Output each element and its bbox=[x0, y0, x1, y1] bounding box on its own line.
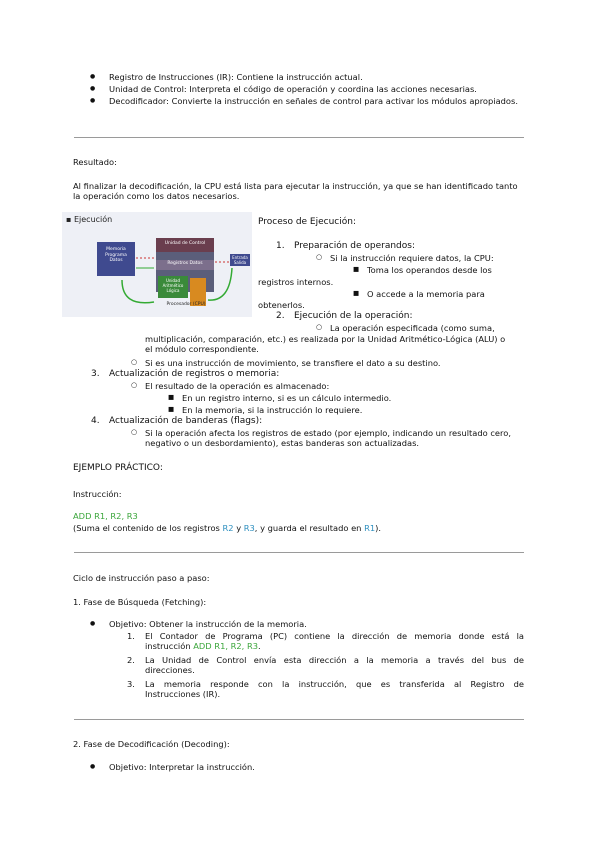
step2-sub2: ○ Si es una instrucción de movimiento, se transfiere el dato a su destino. bbox=[145, 358, 441, 368]
step3-sub: ○ El resultado de la operación es almacenado: bbox=[145, 381, 329, 391]
step1-sub: ○ Si la instrucción requiere datos, la CPU: bbox=[330, 253, 494, 263]
resultado-heading: Resultado: bbox=[73, 157, 117, 167]
step1-item2-cont: obtenerlos. bbox=[258, 300, 305, 310]
step3-title: Actualización de registros o memoria: bbox=[109, 369, 280, 379]
step3-item1: ■ En un registro interno, si es un cálculo intermedio. bbox=[182, 393, 391, 403]
diagram-procesador: Procesador (CPU) bbox=[166, 302, 206, 307]
instruccion-code: ADD R1, R2, R3 bbox=[73, 511, 138, 521]
step3-item2: ■ En la memoria, si la instrucción lo requiere. bbox=[182, 405, 362, 415]
step4-sub: ○ Si la operación afecta los registros de estado (por ejemplo, indicando un resultado cero, negativo o un desbordamiento), estas banderas son actualizadas. bbox=[145, 428, 523, 449]
fase2-objetivo: ● Objetivo: Interpretar la instrucción. bbox=[109, 762, 255, 772]
fase1-step: La memoria responde con la instrucción, que es transferida al Registro de Instrucciones (IR). bbox=[145, 679, 524, 700]
fase1-step-number: 2. bbox=[127, 655, 135, 665]
ciclo-heading: Ciclo de instrucción paso a paso: bbox=[73, 573, 210, 583]
fase1-heading: 1. Fase de Búsqueda (Fetching): bbox=[73, 597, 207, 607]
ejemplo-heading: EJEMPLO PRÁCTICO: bbox=[73, 463, 163, 473]
register-r3: R3 bbox=[243, 523, 255, 533]
diagram-memoria: Memoria Programa Datos bbox=[105, 247, 127, 264]
proceso-heading: Proceso de Ejecución: bbox=[258, 217, 356, 227]
fase1-step: La Unidad de Control envía esta dirección a la memoria a través del bus de direcciones. bbox=[145, 655, 524, 676]
step3-number: 3. bbox=[91, 369, 100, 379]
divider bbox=[74, 719, 524, 720]
list-item: ● Decodificador: Convierte la instrucción en señales de control para activar los módulos apropiados. bbox=[109, 96, 523, 106]
diagram-unidad-control: Unidad de Control bbox=[164, 241, 206, 246]
diagram-entrada-salida: Entrada Salida bbox=[232, 255, 248, 265]
diagram-title: ▪ Ejecución bbox=[66, 215, 113, 224]
cpu-diagram bbox=[62, 212, 252, 317]
register-r2: R2 bbox=[222, 523, 234, 533]
step2-number: 2. bbox=[276, 311, 285, 321]
register-r1: R1 bbox=[364, 523, 376, 533]
step1-item1-cont: registros internos. bbox=[258, 277, 334, 287]
diagram-registros: Registros Datos bbox=[167, 261, 203, 266]
fase1-objetivo: ● Objetivo: Obtener la instrucción de la memoria. bbox=[109, 619, 307, 629]
step1-item2: ■ O accede a la memoria para bbox=[367, 289, 485, 299]
list-item: ● Registro de Instrucciones (IR): Contiene la instrucción actual. bbox=[109, 72, 363, 82]
step2-title: Ejecución de la operación: bbox=[294, 311, 413, 321]
fase2-heading: 2. Fase de Decodificación (Decoding): bbox=[73, 739, 230, 749]
diagram-alu: Unidad Aritmético Lógica bbox=[162, 278, 184, 293]
resultado-text: Al finalizar la decodificación, la CPU está lista para ejecutar la instrucción, ya que se han identificado tanto la operación como los datos necesarios. bbox=[73, 181, 518, 202]
step4-number: 4. bbox=[91, 416, 100, 426]
instruccion-label: Instrucción: bbox=[73, 489, 122, 499]
fase1-step-number: 3. bbox=[127, 679, 135, 689]
fase1-step: El Contador de Programa (PC) contiene la dirección de memoria donde está la instrucción ADD R1, R2, R3. bbox=[145, 631, 524, 652]
fase1-step-number: 1. bbox=[127, 631, 135, 641]
step2-sub1: ○ La operación especificada (como suma, bbox=[330, 323, 495, 333]
cpu-diagram-graphic bbox=[62, 212, 252, 317]
instruccion-desc: (Suma el contenido de los registros R2 y R3, y guarda el resultado en R1). bbox=[73, 523, 381, 533]
list-item: ● Unidad de Control: Interpreta el código de operación y coordina las acciones necesarias. bbox=[109, 84, 477, 94]
divider bbox=[74, 552, 524, 553]
step4-title: Actualización de banderas (flags): bbox=[109, 416, 263, 426]
step1-number: 1. bbox=[276, 241, 285, 251]
step1-title: Preparación de operandos: bbox=[294, 241, 415, 251]
step1-item1: ■ Toma los operandos desde los bbox=[367, 265, 492, 275]
step2-sub1-cont: multiplicación, comparación, etc.) es realizada por la Unidad Aritmético-Lógica (ALU) o el módulo correspondiente. bbox=[145, 334, 506, 355]
divider bbox=[74, 137, 524, 138]
